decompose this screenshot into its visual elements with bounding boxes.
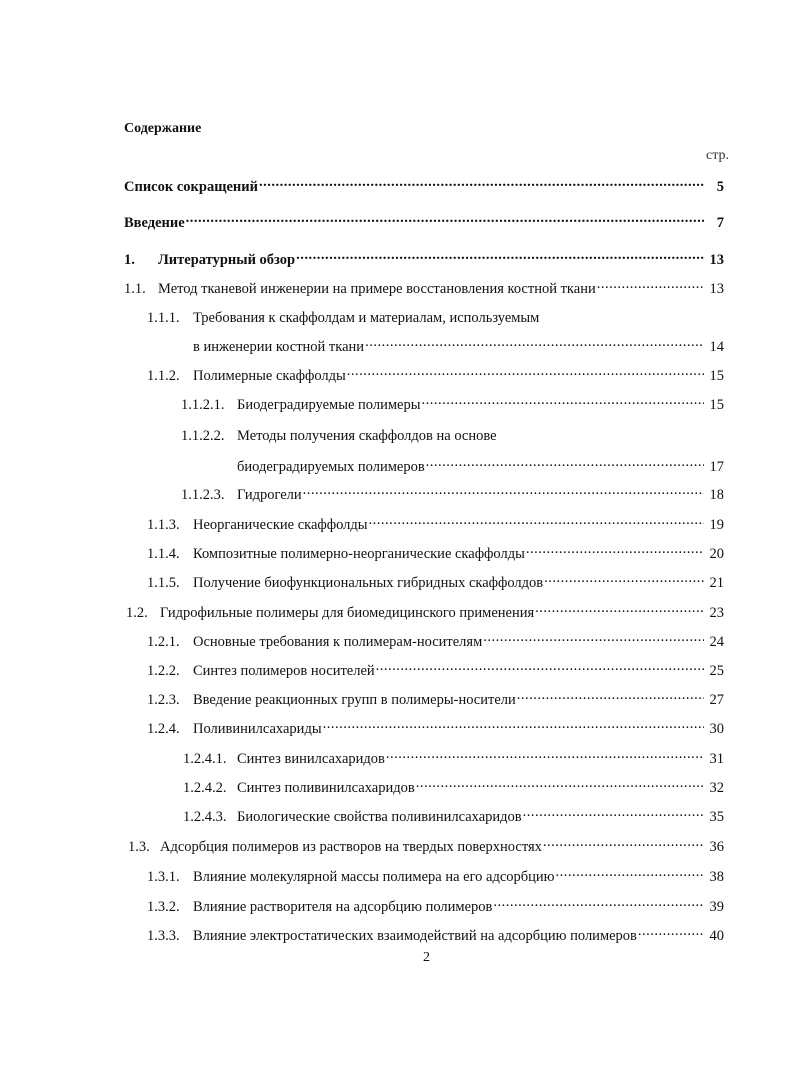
toc-entry[interactable] (183, 745, 724, 767)
toc-entry[interactable] (193, 333, 724, 355)
dot-leader (534, 599, 704, 617)
dot-leader (555, 863, 704, 881)
toc-entry-number: 1.1.2.2. (181, 428, 225, 444)
toc-entry-page: 20 (709, 546, 724, 562)
toc-entry[interactable] (147, 657, 724, 679)
toc-entry-number: 1.1.5. (147, 575, 180, 591)
toc-entry-page: 17 (709, 459, 724, 475)
toc-entry-page: 25 (709, 663, 724, 679)
toc-entry[interactable] (147, 362, 724, 384)
toc-entry-title: биодеградируемых полимеров (237, 459, 425, 475)
toc-entry-page: 40 (709, 928, 724, 944)
toc-entry-title: Влияние электростатических взаимодействий на адсорбцию полимеров (193, 928, 637, 944)
toc-entry-number: 1.3.2. (147, 899, 180, 915)
dot-leader (375, 657, 704, 675)
toc-entry-title: Полимерные скаффолды (193, 368, 346, 384)
dot-leader (364, 333, 704, 351)
toc-entry-title: Синтез полимеров носителей (193, 663, 375, 679)
toc-entry-page: 35 (709, 809, 724, 825)
toc-entry-number: 1.1.2.1. (181, 397, 225, 413)
toc-entry-number: 1.1.4. (147, 546, 180, 562)
dot-leader (322, 715, 704, 733)
toc-entry-title: Метод тканевой инженерии на примере восстановления костной ткани (158, 281, 596, 297)
dot-leader (420, 391, 704, 409)
dot-leader (482, 628, 704, 646)
page-number: 2 (423, 950, 430, 965)
toc-entry-title: Получение биофункциональных гибридных скаффолдов (193, 575, 544, 591)
toc-entry[interactable] (128, 833, 724, 855)
toc-entry-title: Гидрофильные полимеры для биомедицинского применения (160, 605, 535, 621)
toc-entry[interactable] (124, 246, 724, 268)
toc-entry-title: Поливинилсахариды (193, 721, 322, 737)
toc-entry-page: 7 (716, 215, 724, 231)
toc-entry-number: 1.3.3. (147, 928, 180, 944)
toc-entry-page: 15 (709, 368, 724, 384)
toc-entry[interactable] (124, 209, 724, 231)
dot-leader (516, 686, 704, 704)
toc-entry-page: 39 (709, 899, 724, 915)
toc-entry-page: 24 (709, 634, 724, 650)
toc-entry-number: 1.3.1. (147, 869, 180, 885)
toc-entry[interactable] (124, 173, 724, 195)
toc-entry-number: 1. (124, 252, 135, 268)
toc-entry[interactable] (124, 275, 724, 297)
toc-entry-number: 1.2.2. (147, 663, 180, 679)
dot-leader (596, 275, 704, 293)
toc-entry-title: Адсорбция полимеров из растворов на твердых поверхностях (160, 839, 542, 855)
toc-entry-page: 21 (709, 575, 724, 591)
toc-entry[interactable] (147, 628, 724, 650)
toc-entry[interactable] (147, 922, 724, 944)
toc-entry-title: Биодеградируемые полимеры (237, 397, 421, 413)
toc-entry-title: Синтез винилсахаридов (237, 751, 385, 767)
page-column-label: стр. (706, 148, 730, 163)
toc-entry-number: 1.2.4.2. (183, 780, 227, 796)
toc-entry-number: 1.1.3. (147, 517, 180, 533)
toc-entry-title: Введение реакционных групп в полимеры-носители (193, 692, 516, 708)
toc-entry[interactable] (147, 540, 724, 562)
toc-entry[interactable] (147, 893, 724, 915)
dot-leader (385, 745, 704, 763)
toc-entry-title: Синтез поливинилсахаридов (237, 780, 415, 796)
toc-entry[interactable] (147, 569, 724, 591)
toc-entry-page: 23 (709, 605, 724, 621)
toc-entry-title: Литературный обзор (158, 252, 296, 268)
toc-title: Содержание (124, 121, 202, 136)
toc-entry-title: Неорганические скаффолды (193, 517, 368, 533)
dot-leader (543, 569, 704, 587)
toc-entry[interactable] (147, 304, 724, 326)
dot-leader (295, 246, 704, 264)
toc-entry[interactable] (147, 715, 724, 737)
toc-entry-number: 1.3. (128, 839, 150, 855)
toc-entry-page: 31 (709, 751, 724, 767)
toc-entry-title: Требования к скаффолдам и материалам, используемым (193, 310, 540, 326)
dot-leader (185, 209, 704, 227)
toc-entry-page: 15 (709, 397, 724, 413)
toc-entry-title: Влияние растворителя на адсорбцию полимеров (193, 899, 493, 915)
toc-entry-title: Композитные полимерно-неорганические скаффолды (193, 546, 525, 562)
dot-leader (492, 893, 704, 911)
toc-entry-page: 27 (709, 692, 724, 708)
dot-leader (425, 453, 704, 471)
toc-entry-page: 18 (709, 487, 724, 503)
dot-leader (302, 481, 704, 499)
toc-entry[interactable] (147, 863, 724, 885)
dot-leader (542, 833, 704, 851)
toc-entry-page: 30 (709, 721, 724, 737)
toc-entry[interactable] (183, 774, 724, 796)
toc-entry-title: Список сокращений (124, 179, 258, 195)
toc-entry[interactable] (183, 803, 724, 825)
toc-entry-title: Основные требования к полимерам-носителям (193, 634, 483, 650)
toc-entry-title: Влияние молекулярной массы полимера на его адсорбцию (193, 869, 555, 885)
toc-entry-number: 1.1.2. (147, 368, 180, 384)
dot-leader (497, 422, 704, 440)
toc-entry[interactable] (147, 686, 724, 708)
toc-entry[interactable] (126, 599, 724, 621)
dot-leader (258, 173, 704, 191)
dot-leader (522, 803, 704, 821)
dot-leader (637, 922, 704, 940)
toc-entry-page: 38 (709, 869, 724, 885)
toc-entry-page: 13 (709, 281, 724, 297)
toc-entry-number: 1.2.4.1. (183, 751, 227, 767)
toc-entry-number: 1.2.1. (147, 634, 180, 650)
toc-entry-number: 1.1. (124, 281, 146, 297)
toc-entry-number: 1.1.1. (147, 310, 180, 326)
dot-leader (525, 540, 704, 558)
toc-entry-number: 1.2.4. (147, 721, 180, 737)
toc-entry-page: 32 (709, 780, 724, 796)
toc-entry-page: 36 (709, 839, 724, 855)
toc-entry[interactable] (147, 511, 724, 533)
toc-entry-number: 1.2.4.3. (183, 809, 227, 825)
toc-entry[interactable] (237, 453, 724, 475)
dot-leader (539, 304, 704, 322)
toc-entry-number: 1.1.2.3. (181, 487, 225, 503)
toc-entry-title: Гидрогели (237, 487, 302, 503)
toc-entry-number: 1.2. (126, 605, 148, 621)
toc-entry-page: 19 (709, 517, 724, 533)
toc-entry-page: 14 (709, 339, 724, 355)
dot-leader (415, 774, 704, 792)
toc-entry-title: Биологические свойства поливинилсахаридов (237, 809, 522, 825)
dot-leader (346, 362, 704, 380)
toc-entry-title: Методы получения скаффолдов на основе (237, 428, 497, 444)
toc-entry-page: 13 (709, 252, 724, 268)
toc-entry-page: 5 (716, 179, 724, 195)
toc-entry[interactable] (181, 422, 724, 444)
dot-leader (368, 511, 704, 529)
toc-entry[interactable] (181, 481, 724, 503)
toc-entry-title: в инженерии костной ткани (193, 339, 365, 355)
toc-entry-number: 1.2.3. (147, 692, 180, 708)
toc-entry-title: Введение (124, 215, 185, 231)
toc-entry[interactable] (181, 391, 724, 413)
